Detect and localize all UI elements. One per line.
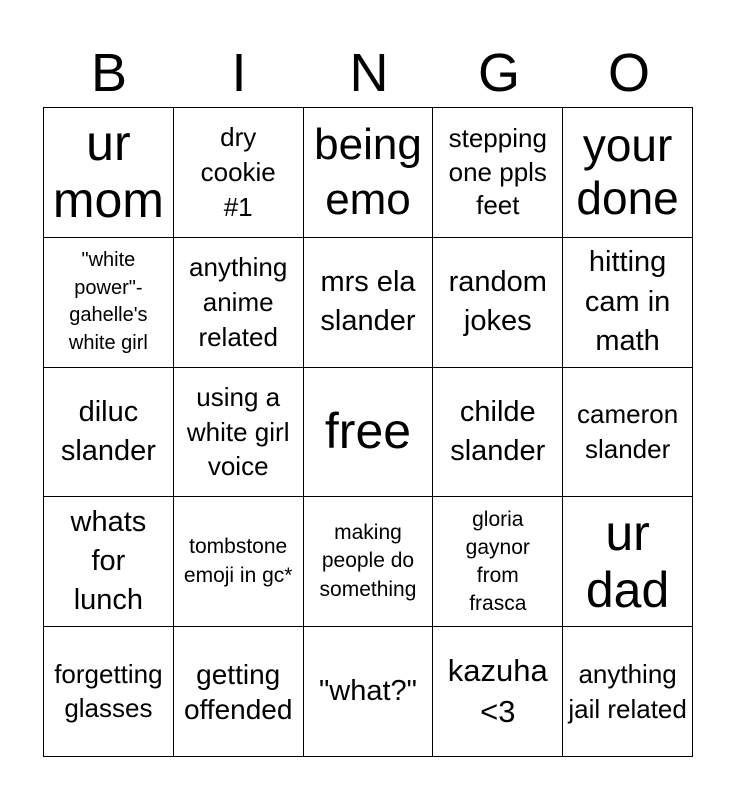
bingo-cell[interactable] [304, 368, 434, 498]
bingo-cell[interactable] [433, 368, 563, 498]
header-letter-b: B [90, 43, 128, 103]
cell-text: being emo [314, 120, 422, 225]
cell-text: hitting cam in math [584, 246, 671, 357]
cell-text: forgetting glasses [54, 659, 163, 723]
cell-text: using a white girl voice [186, 381, 290, 482]
bingo-cell[interactable] [433, 497, 563, 627]
bingo-cell[interactable] [563, 108, 693, 238]
cell-text: mrs ela slander [320, 266, 416, 338]
cell-text: "what?" [319, 675, 417, 708]
cell-text: free [324, 403, 412, 460]
header-letter-g: G [477, 43, 520, 103]
header-letter-o: O [607, 43, 650, 103]
cell-text: random jokes [448, 266, 547, 338]
bingo-cell[interactable] [304, 497, 434, 627]
bingo-cell[interactable] [44, 627, 174, 757]
bingo-cell[interactable] [174, 238, 304, 368]
cell-text: anything jail related [568, 658, 687, 724]
bingo-cell[interactable] [304, 108, 434, 238]
bingo-cell[interactable] [304, 627, 434, 757]
cell-text: gloria gaynor from frasca [465, 507, 530, 615]
bingo-cell[interactable] [44, 497, 174, 627]
cell-text: diluc slander [60, 395, 156, 467]
bingo-cell[interactable] [174, 368, 304, 498]
cell-text: ur mom [52, 115, 164, 229]
cell-text: tombstone emoji in gc* [183, 535, 293, 587]
bingo-cell[interactable] [433, 627, 563, 757]
cell-text: childe slander [450, 395, 546, 467]
cell-text: whats for lunch [70, 506, 147, 617]
bingo-board [43, 107, 693, 757]
cell-text: stepping one ppls feet [448, 122, 547, 221]
bingo-cell[interactable] [174, 497, 304, 627]
bingo-cell[interactable] [563, 497, 693, 627]
bingo-cell[interactable] [174, 627, 304, 757]
cell-text: your done [576, 119, 679, 225]
bingo-cell[interactable] [433, 108, 563, 238]
cell-text: "white power"- gahelle's white girl [68, 249, 148, 354]
header-letter-i: I [231, 43, 247, 103]
bingo-cell[interactable] [44, 368, 174, 498]
bingo-cell[interactable] [304, 238, 434, 368]
cell-text: cameron slander [577, 399, 679, 464]
bingo-cell[interactable] [563, 238, 693, 368]
bingo-cell[interactable] [174, 108, 304, 238]
cell-text: ur dad [585, 504, 670, 618]
bingo-cell[interactable] [44, 238, 174, 368]
cell-text: dry cookie #1 [200, 122, 276, 222]
cell-text: getting offended [183, 658, 293, 725]
header-letter-n: N [349, 43, 389, 103]
bingo-cell[interactable] [563, 627, 693, 757]
bingo-cell[interactable] [44, 108, 174, 238]
bingo-header [44, 40, 694, 106]
cell-text: anything anime related [189, 251, 288, 352]
cell-text: kazuha <3 [447, 653, 548, 729]
cell-text: making people do something [319, 520, 417, 602]
bingo-cell[interactable] [433, 238, 563, 368]
bingo-cell[interactable] [563, 368, 693, 498]
